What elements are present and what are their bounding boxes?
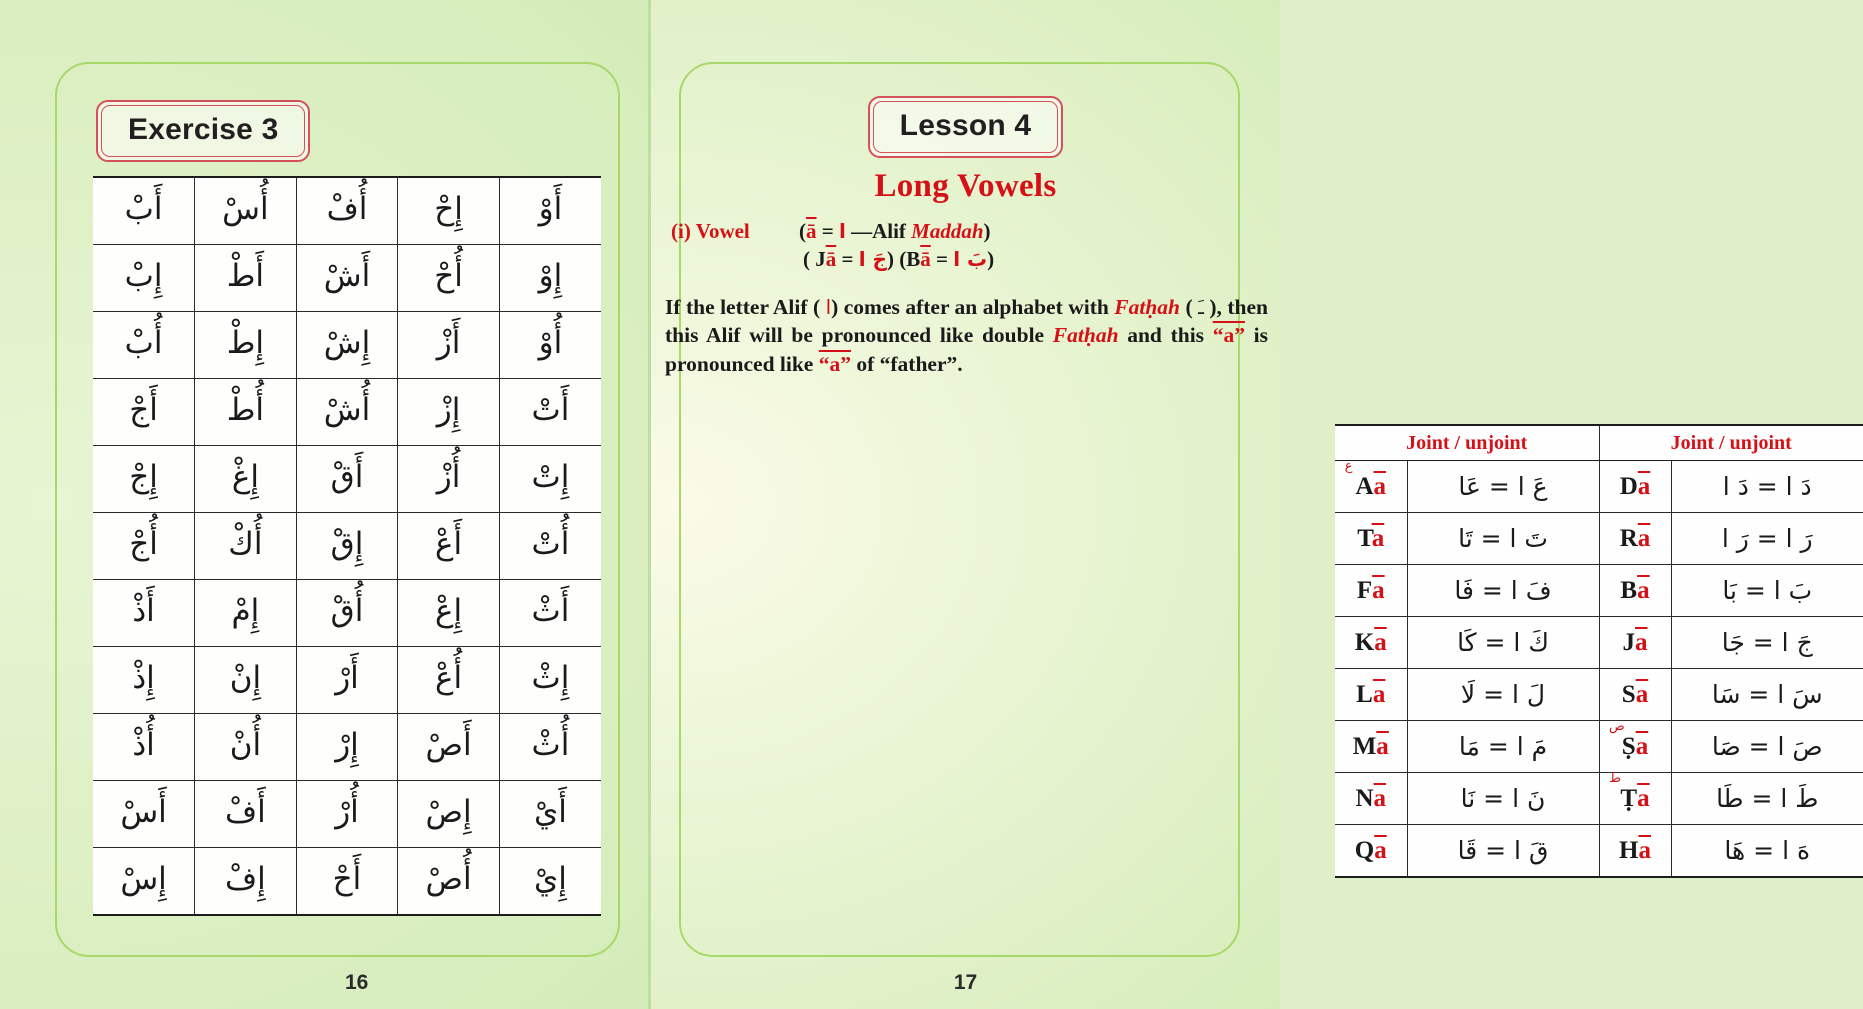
exercise-cell: إِرْ — [296, 714, 398, 781]
exercise-cell: إِيْ — [499, 848, 601, 916]
exercise-cell: أَسْ — [93, 781, 195, 848]
vowel-note-line-1 — [799, 218, 1270, 246]
label-long-a: $\overline{a}$ — [1637, 524, 1651, 552]
vowel-alif-glyph: ا — [838, 219, 846, 243]
label-long-a: $\overline{a}$ — [1374, 836, 1387, 864]
label-long-a: $\overline{a}$ — [1637, 576, 1650, 604]
table-row — [1335, 461, 1863, 513]
exercise-cell: إِثْ — [499, 647, 601, 714]
exercise-cell: أَحْ — [296, 848, 398, 916]
left-page-number: 16 — [345, 971, 369, 994]
transliteration-label — [1599, 617, 1671, 669]
label-consonant: B — [1620, 576, 1638, 604]
para-seg-6: is pronounced like — [665, 323, 1269, 376]
transliteration-label — [1599, 825, 1671, 878]
table-row — [93, 848, 601, 916]
exercise-cell: إِبْ — [93, 245, 195, 312]
vowel-equals: = — [821, 219, 834, 243]
exercise-cell: أُشْ — [296, 379, 398, 446]
vowel-paren-open: ( — [799, 219, 806, 243]
header-joint-unjoint-left: Joint / unjoint — [1335, 425, 1599, 461]
transliteration-label — [1599, 721, 1671, 773]
joint-unjoint-equation: مَ ا = مَا — [1407, 721, 1599, 773]
joint-unjoint-equation: بَ ا = بَا — [1671, 565, 1863, 617]
table-row — [93, 446, 601, 513]
label-long-a: $\overline{a}$ — [1637, 784, 1650, 812]
exercise-cell: إِطْ — [195, 312, 297, 379]
long-vowels-table-body — [1335, 461, 1863, 878]
label-long-a: $\overline{a}$ — [1372, 680, 1386, 708]
para-a-quote-2: “a” — [818, 351, 851, 376]
joint-unjoint-equation: جَ ا = جَا — [1671, 617, 1863, 669]
vowel-ba-equals: = — [935, 246, 948, 271]
para-seg-1: If the letter Alif ( — [665, 295, 821, 319]
lesson-heading-badge — [868, 96, 1064, 158]
exercise-cell: أَوْ — [499, 177, 601, 245]
label-consonant: L — [1356, 680, 1373, 708]
joint-unjoint-equation: قَ ا = قَا — [1407, 825, 1599, 878]
exercise-cell: أَتْ — [499, 379, 601, 446]
label-consonant: M — [1352, 732, 1377, 760]
exercise-cell: إِشْ — [296, 312, 398, 379]
table-row — [93, 312, 601, 379]
joint-unjoint-equation: رَ ا = رَ ا — [1671, 513, 1863, 565]
exercise-table-body — [93, 177, 601, 915]
vowel-dash: — — [851, 219, 873, 243]
exercise-cell: أَصْ — [398, 714, 500, 781]
label-long-a: $\overline{a}$ — [1635, 732, 1649, 760]
label-consonant: Q — [1354, 836, 1375, 864]
transliteration-label — [1599, 565, 1671, 617]
para-alif-glyph: ا — [825, 295, 832, 319]
label-consonant: N — [1355, 784, 1374, 812]
label-consonant: J — [1622, 628, 1635, 656]
transliteration-label — [1335, 773, 1407, 825]
vowel-note — [667, 218, 1270, 273]
exercise-cell: أَزْ — [398, 312, 500, 379]
label-consonant: Ṭ — [1620, 784, 1638, 812]
label-consonant: H — [1619, 836, 1639, 864]
exercise-cell: إِتْ — [499, 446, 601, 513]
exercise-heading-label: Exercise 3 — [101, 105, 305, 157]
exercise-cell: أُذْ — [93, 714, 195, 781]
table-row — [93, 647, 601, 714]
transliteration-label — [1335, 617, 1407, 669]
para-seg-7: of “father”. — [850, 351, 963, 376]
exercise-cell: إِحْ — [398, 177, 500, 245]
label-consonant: A — [1355, 472, 1374, 500]
exercise-cell: أُعْ — [398, 647, 500, 714]
exercise-cell: أُثْ — [499, 714, 601, 781]
exercise-cell: أُزْ — [398, 446, 500, 513]
vowel-maddah-word: Maddah — [911, 219, 984, 243]
joint-unjoint-equation: هَ ا = هَا — [1671, 825, 1863, 878]
joint-unjoint-equation: صَ ا = صَا — [1671, 721, 1863, 773]
arabic-letter-marker: ص — [1609, 719, 1625, 734]
vowel-ba-label: $B\overline{ā}$ — [906, 246, 931, 271]
label-consonant: T — [1357, 524, 1372, 552]
vowel-ja-label: $J\overline{ā}$ — [815, 246, 837, 271]
lesson-paragraph — [665, 293, 1268, 378]
label-long-a: $\overline{a}$ — [1376, 732, 1389, 760]
vowel-alif-word: Alif — [872, 219, 906, 243]
lesson-heading-label: Lesson 4 — [873, 101, 1059, 153]
exercise-cell: أَشْ — [296, 245, 398, 312]
table-row — [1335, 513, 1863, 565]
exercise-cell: إِفْ — [195, 848, 297, 916]
vowel-note-body — [799, 218, 1270, 273]
para-fathah-mark: ـَ — [1198, 295, 1204, 319]
right-page-number: 17 — [953, 971, 978, 994]
transliteration-label — [1335, 669, 1407, 721]
label-long-a: $\overline{a}$ — [1373, 784, 1387, 812]
joint-unjoint-equation: تَ ا = تَا — [1407, 513, 1599, 565]
exercise-cell: أُبْ — [93, 312, 195, 379]
vowel-ja-equals: = — [841, 246, 854, 271]
table-row — [93, 245, 601, 312]
label-consonant: F — [1356, 576, 1373, 604]
para-fathah-2: Fatḥah — [1052, 323, 1119, 348]
vowel-ja-arabic: جَ ا — [858, 246, 887, 271]
transliteration-label — [1335, 565, 1407, 617]
long-vowels-table-head — [1335, 425, 1863, 461]
joint-unjoint-equation: طَ ا = طَا — [1671, 773, 1863, 825]
para-seg-4: ), then this Alif will be pronounced like double — [665, 295, 1268, 348]
vowel-note-line-2: ( $J\overline{ā}$ = جَ ا) ($B\overline{ā}$ = بَ ا) — [803, 246, 995, 271]
label-consonant: K — [1354, 628, 1375, 656]
label-long-a: $\overline{a}$ — [1637, 472, 1651, 500]
transliteration-label — [1599, 513, 1671, 565]
exercise-cell: أُطْ — [195, 379, 297, 446]
exercise-cell: إِذْ — [93, 647, 195, 714]
vowel-note-key — [667, 218, 799, 246]
exercise-cell: إِمْ — [195, 580, 297, 647]
vowel-a-long: $\overline{ā}$ — [806, 219, 817, 243]
label-long-a: $\overline{a}$ — [1638, 836, 1651, 864]
table-row — [1335, 669, 1863, 721]
vowel-paren-close: ) — [983, 219, 991, 243]
exercise-cell: أَطْ — [195, 245, 297, 312]
transliteration-label — [1599, 461, 1671, 513]
exercise-cell: أَعْ — [398, 513, 500, 580]
exercise-cell: أُحْ — [398, 245, 500, 312]
para-seg-3: ( — [1180, 295, 1199, 319]
vowel-ba-arabic: بَ ا — [953, 246, 988, 271]
exercise-cell: أَذْ — [93, 580, 195, 647]
exercise-cell: أُوْ — [499, 312, 601, 379]
table-row — [93, 580, 601, 647]
table-row — [1335, 825, 1863, 878]
label-consonant: D — [1619, 472, 1638, 500]
exercise-cell: إِغْ — [195, 446, 297, 513]
exercise-cell: أَجْ — [93, 379, 195, 446]
exercise-cell: أُتْ — [499, 513, 601, 580]
joint-unjoint-equation: فَ ا = فَا — [1407, 565, 1599, 617]
label-consonant: R — [1619, 524, 1638, 552]
table-row — [1335, 773, 1863, 825]
exercise-cell: أَثْ — [499, 580, 601, 647]
long-vowels-table — [1335, 424, 1863, 878]
exercise-cell: أَرْ — [296, 647, 398, 714]
label-long-a: $\overline{a}$ — [1374, 628, 1387, 656]
label-long-a: $\overline{a}$ — [1371, 524, 1385, 552]
exercise-cell: إِجْ — [93, 446, 195, 513]
label-long-a: $\overline{a}$ — [1372, 576, 1385, 604]
exercise-cell: أُنْ — [195, 714, 297, 781]
table-row — [1335, 617, 1863, 669]
transliteration-label — [1599, 669, 1671, 721]
exercise-cell: أُرْ — [296, 781, 398, 848]
para-seg-2: ) comes after an alphabet with — [831, 295, 1115, 319]
table-row — [1335, 565, 1863, 617]
transliteration-label — [1335, 461, 1407, 513]
joint-unjoint-equation: عَ ا = عَا — [1407, 461, 1599, 513]
exercise-3-table — [93, 176, 601, 916]
joint-unjoint-equation: سَ ا = سَا — [1671, 669, 1863, 721]
header-joint-unjoint-right: Joint / unjoint — [1599, 425, 1863, 461]
transliteration-label — [1335, 721, 1407, 773]
exercise-cell: أُسْ — [195, 177, 297, 245]
transliteration-label — [1335, 825, 1407, 878]
arabic-letter-marker: ط — [1609, 771, 1622, 786]
exercise-cell: إِنْ — [195, 647, 297, 714]
exercise-cell: أُقْ — [296, 580, 398, 647]
exercise-cell: أُكْ — [195, 513, 297, 580]
label-consonant: S — [1621, 680, 1636, 708]
exercise-cell: أَبْ — [93, 177, 195, 245]
table-row — [1335, 721, 1863, 773]
right-page — [651, 0, 1823, 1009]
exercise-cell: إِوْ — [499, 245, 601, 312]
exercise-cell: أُفْ — [296, 177, 398, 245]
table-row — [93, 714, 601, 781]
joint-unjoint-equation: نَ ا = نَا — [1407, 773, 1599, 825]
label-consonant: Ṣ — [1621, 732, 1636, 760]
label-long-a: $\overline{a}$ — [1635, 628, 1648, 656]
exercise-cell: أَقْ — [296, 446, 398, 513]
arabic-letter-marker: ع — [1344, 459, 1353, 474]
para-fathah-1: Fatḥah — [1114, 295, 1181, 319]
vowel-note-row — [667, 218, 1270, 273]
left-page — [0, 0, 651, 1009]
vowel-note-index: (i) — [671, 219, 691, 243]
exercise-cell: إِسْ — [93, 848, 195, 916]
vowel-note-label: Vowel — [695, 219, 750, 243]
exercise-cell: أَفْ — [195, 781, 297, 848]
joint-unjoint-equation: دَ ا = دَ ا — [1671, 461, 1863, 513]
exercise-cell: إِعْ — [398, 580, 500, 647]
lesson-title: Long Vowels — [874, 168, 1057, 204]
label-long-a: $\overline{a}$ — [1373, 472, 1387, 500]
joint-unjoint-equation: كَ ا = كَا — [1407, 617, 1599, 669]
table-header-row — [1335, 425, 1863, 461]
joint-unjoint-equation: لَ ا = لَا — [1407, 669, 1599, 721]
exercise-cell: أُصْ — [398, 848, 500, 916]
table-row — [93, 177, 601, 245]
exercise-cell: أُجْ — [93, 513, 195, 580]
table-row — [93, 513, 601, 580]
exercise-heading-badge — [96, 100, 310, 162]
label-long-a: $\overline{a}$ — [1635, 680, 1649, 708]
lesson-heading-wrap — [651, 96, 1280, 158]
para-a-quote-1: “a” — [1212, 323, 1245, 348]
transliteration-label — [1599, 773, 1671, 825]
exercise-cell: إِزْ — [398, 379, 500, 446]
transliteration-label — [1335, 513, 1407, 565]
para-seg-5: and this — [1118, 323, 1213, 348]
table-row — [93, 379, 601, 446]
table-row — [93, 781, 601, 848]
exercise-cell: إِصْ — [398, 781, 500, 848]
exercise-cell: إِقْ — [296, 513, 398, 580]
exercise-cell: أَيْ — [499, 781, 601, 848]
